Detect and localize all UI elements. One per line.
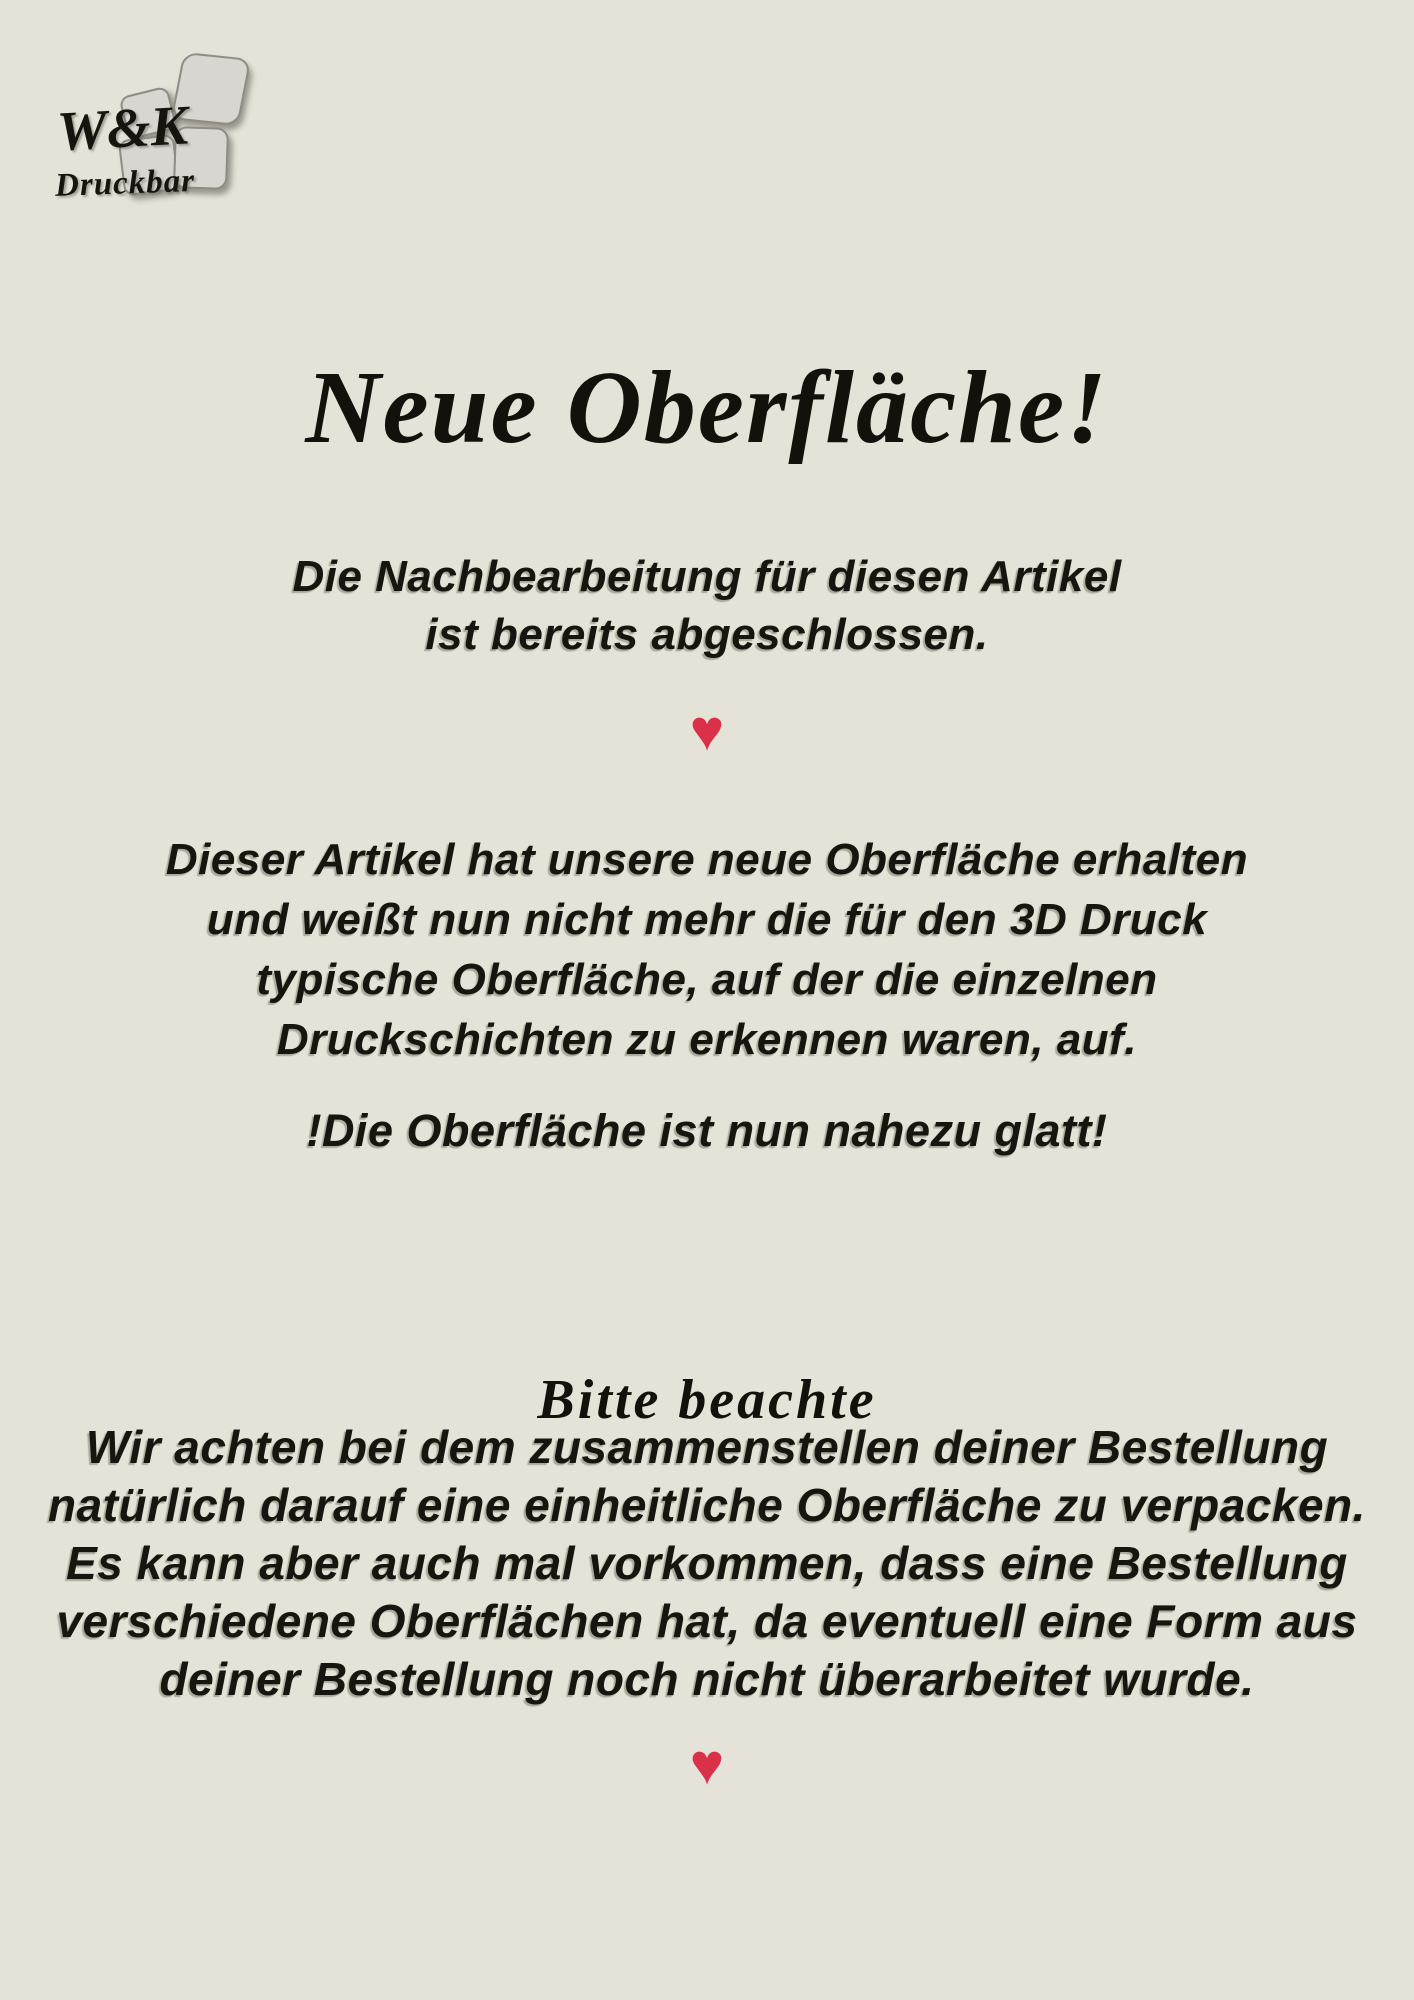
heart-icon: ♥ (689, 698, 725, 763)
note-line-3: Es kann aber auch mal vorkommen, dass eine Bestellung (66, 1537, 1348, 1589)
logo-text-wk: W&K (55, 94, 190, 164)
note-line-5: deiner Bestellung noch nicht überarbeitet wurde. (159, 1653, 1255, 1705)
page-title: Neue Oberfläche! (305, 349, 1109, 465)
brand-logo (55, 45, 285, 220)
note-line-4: verschiedene Oberflächen hat, da eventuell eine Form aus (56, 1595, 1358, 1647)
note-paragraph (0, 1418, 1414, 1708)
heart-icon: ♥ (689, 1732, 725, 1797)
note-line-2: natürlich darauf eine einheitliche Oberfläche zu verpacken. (48, 1479, 1366, 1531)
body-line-2: und weißt nun nicht mehr die für den 3D Druck (206, 895, 1208, 944)
body-paragraph (0, 830, 1414, 1070)
intro-line-1: Die Nachbearbeitung für diesen Artikel (292, 552, 1122, 601)
body-line-3: typische Oberfläche, auf der die einzelnen (256, 955, 1158, 1004)
highlight-line: !Die Oberfläche ist nun nahezu glatt! (306, 1105, 1108, 1156)
body-line-4: Druckschichten zu erkennen waren, auf. (276, 1015, 1138, 1064)
note-heading: Bitte beachte (537, 1369, 877, 1432)
intro-line-2: ist bereits abgeschlossen. (425, 610, 989, 659)
intro-paragraph (0, 548, 1414, 664)
note-line-1: Wir achten bei dem zusammenstellen deiner Bestellung (85, 1421, 1329, 1473)
logo-text-druckbar: Druckbar (54, 162, 196, 204)
body-line-1: Dieser Artikel hat unsere neue Oberfläche erhalten (165, 835, 1249, 884)
